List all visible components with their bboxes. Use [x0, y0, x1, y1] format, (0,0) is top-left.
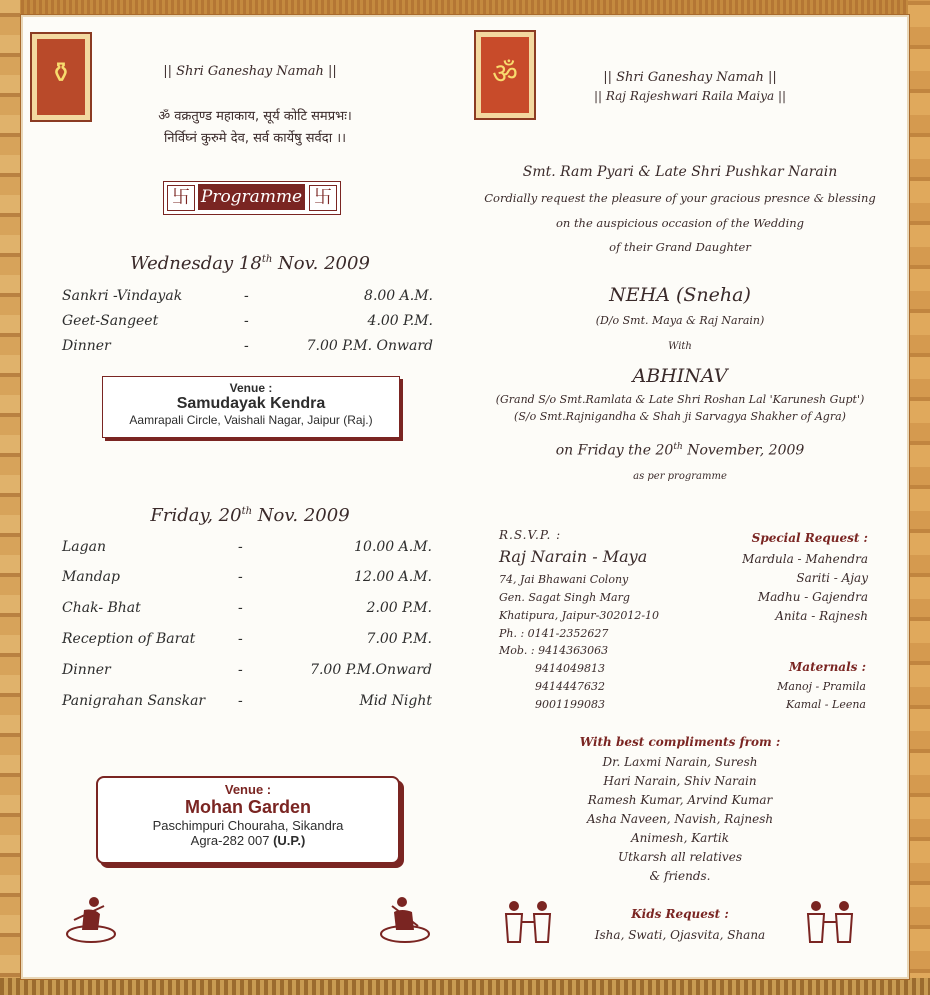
as-per-programme: as per programme [633, 471, 727, 482]
rsvp-mobile: 9414049813 [535, 662, 605, 675]
venue-box-2 [96, 776, 400, 864]
maternal-name: Manoj - Pramila [777, 680, 866, 693]
venue-state: (U.P.) [273, 833, 306, 848]
venue-label: Venue : [229, 381, 273, 395]
kalash-icon: ⚱ [30, 32, 92, 122]
event-time: 12.00 A.M. [354, 569, 432, 585]
event-name: Dinner [62, 662, 111, 678]
day1-title-rest: Nov. 2009 [272, 253, 370, 274]
event-name: Lagan [62, 539, 106, 555]
event-time: Mid Night [359, 693, 432, 709]
event-dash: - [238, 631, 243, 647]
event-name: Dinner [62, 338, 111, 354]
groom-line-2: (S/o Smt.Rajnigandha & Shah ji Sarvagya Shakher of Agra) [514, 410, 846, 423]
kids-request-label: Kids Request : [631, 907, 729, 921]
compliments-line: & friends. [649, 869, 711, 883]
event-dash: - [244, 338, 249, 354]
venue-label: Venue : [224, 782, 272, 797]
wedding-date [490, 442, 870, 459]
maternals-label: Maternals : [789, 660, 866, 674]
day2-title-rest: Nov. 2009 [252, 505, 350, 526]
right-invocation-1: || Shri Ganeshay Namah || [603, 70, 777, 85]
rsvp-line: 74, Jai Bhawani Colony [499, 573, 629, 586]
compliments-line: Dr. Laxmi Narain, Suresh [602, 755, 758, 769]
event-name: Geet-Sangeet [62, 313, 159, 329]
venue-pin: Agra-282 007 [190, 833, 270, 848]
compliments-line: Animesh, Kartik [630, 831, 729, 845]
compliments-line: Hari Narain, Shiv Narain [603, 774, 757, 788]
dancers-icon [498, 896, 560, 950]
rsvp-label: R.S.V.P. : [499, 528, 562, 542]
day1-title-sup: th [261, 254, 273, 265]
swastika-icon: 卐 [309, 185, 337, 211]
event-name: Sankri -Vindayak [62, 288, 183, 304]
venue-name: Mohan Garden [184, 797, 311, 817]
wedding-date-sup: th [673, 442, 683, 452]
event-dash: - [238, 539, 243, 555]
rsvp-mobile: Mob. : 9414363063 [499, 644, 609, 657]
sanskrit-line-2: निर्विघ्नं कुरुमे देव, सर्व कार्येषु सर्वदा ।। [163, 131, 347, 146]
hosts-line: Smt. Ram Pyari & Late Shri Pushkar Narain [522, 164, 838, 180]
compliments-line: Asha Naveen, Navish, Rajnesh [586, 812, 774, 826]
sanskrit-line-1: ॐ वक्रतुण्ड महाकाय, सूर्य कोटि समप्रभः। [158, 109, 352, 124]
event-time: 2.00 P.M. [366, 600, 432, 616]
venue-box-1 [102, 376, 400, 438]
event-dash: - [244, 313, 249, 329]
venue-address-2 [98, 833, 398, 848]
swastika-icon: 卐 [167, 185, 195, 211]
wedding-date-prefix: on Friday the 20 [555, 442, 674, 459]
rsvp-phone: Ph. : 0141-2352627 [499, 627, 609, 640]
special-request-name: Madhu - Gajendra [757, 590, 868, 604]
day2-title-sup: th [241, 506, 253, 517]
event-name: Mandap [62, 569, 120, 585]
event-time: 7.00 P.M.Onward [310, 662, 432, 678]
event-time: 4.00 P.M. [367, 313, 433, 329]
rsvp-name: Raj Narain - Maya [499, 547, 648, 566]
rsvp-mobile: 9001199083 [535, 698, 605, 711]
request-line-1: Cordially request the pleasure of your gracious presnce & blessing [484, 191, 876, 205]
musician-icon [64, 890, 118, 944]
rsvp-mobile: 9414447632 [535, 680, 605, 693]
day2-title-date: Friday, 20 [150, 505, 242, 526]
left-border-ornament [0, 0, 20, 995]
event-name: Panigrahan Sanskar [62, 693, 206, 709]
venue-name: Samudayak Kendra [176, 395, 326, 412]
maternal-name: Kamal - Leena [786, 698, 866, 711]
with-label: With [668, 341, 692, 352]
venue-address: Aamrapali Circle, Vaishali Nagar, Jaipur (Raj.) [129, 413, 373, 427]
left-invocation: || Shri Ganeshay Namah || [163, 64, 337, 79]
programme-banner [163, 181, 341, 215]
event-dash: - [238, 569, 243, 585]
request-line-2: on the auspicious occasion of the Wedding [555, 216, 805, 230]
event-dash: - [238, 600, 243, 616]
event-time: 7.00 P.M. [366, 631, 432, 647]
special-request-name: Anita - Rajnesh [775, 609, 868, 623]
programme-label: Programme [198, 184, 305, 210]
groom-name: ABHINAV [632, 365, 728, 387]
right-border-ornament [908, 0, 930, 995]
bride-parents: (D/o Smt. Maya & Raj Narain) [595, 314, 765, 327]
event-name: Reception of Barat [62, 631, 196, 647]
event-dash: - [244, 288, 249, 304]
event-name: Chak- Bhat [62, 600, 141, 616]
event-dash: - [238, 693, 243, 709]
compliments-line: Utkarsh all relatives [618, 850, 742, 864]
wedding-date-rest: November, 2009 [682, 442, 805, 459]
bride-name: NEHA (Sneha) [609, 284, 751, 306]
special-request-label: Special Request : [751, 531, 868, 545]
day1-title [100, 253, 400, 274]
compliments-line: Ramesh Kumar, Arvind Kumar [587, 793, 773, 807]
special-request-name: Sariti - Ajay [796, 571, 868, 585]
dancers-icon [800, 896, 862, 950]
kids-request-names: Isha, Swati, Ojasvita, Shana [594, 928, 766, 942]
day1-title-date: Wednesday 18 [130, 253, 262, 274]
request-line-3: of their Grand Daughter [609, 240, 751, 254]
rsvp-line: Gen. Sagat Singh Marg [499, 591, 630, 604]
venue-address: Paschimpuri Chouraha, Sikandra [152, 818, 344, 833]
day2-title [100, 505, 400, 526]
event-time: 7.00 P.M. Onward [306, 338, 433, 354]
event-dash: - [238, 662, 243, 678]
groom-line-1: (Grand S/o Smt.Ramlata & Late Shri Roshan Lal 'Karunesh Gupt') [495, 393, 865, 406]
musician-icon [378, 890, 432, 944]
right-invocation-2: || Raj Rajeshwari Raila Maiya || [593, 89, 787, 103]
special-request-name: Mardula - Mahendra [742, 552, 868, 566]
rsvp-line: Khatipura, Jaipur-302012-10 [499, 609, 660, 622]
ganesha-icon: ॐ [474, 30, 536, 120]
bottom-border-ornament [0, 978, 930, 995]
compliments-label: With best compliments from : [579, 735, 781, 749]
event-time: 10.00 A.M. [354, 539, 432, 555]
event-time: 8.00 A.M. [364, 288, 433, 304]
